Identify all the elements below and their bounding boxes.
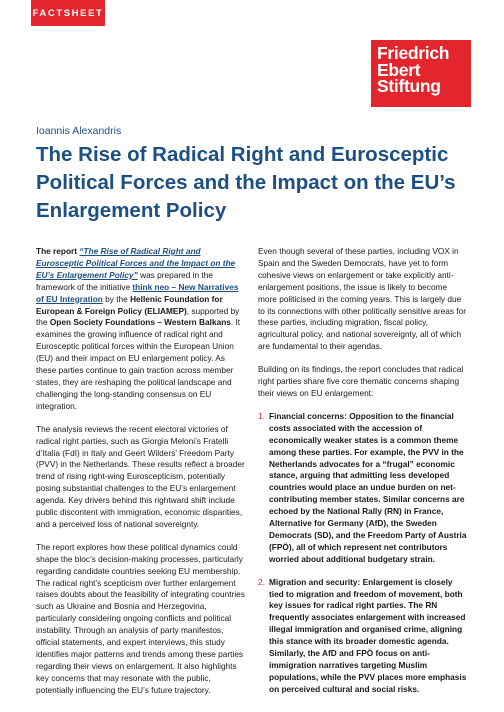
dynamics-paragraph: The report explores how these political dynamics could shape the bloc’s decision-making processes, particularly regarding candidate countries seeking EU membership. The radical right’s scepticism over further enlargement raises doubts about the feasibility of integrating countries such as Ukraine and Bosnia and Herzegovina, particularly considering ongoing conflicts and political instability. Through an analysis of party manifestos, official statements, and expert interviews, this study identifies major patterns and trends among these parties regarding their views on enlargement. It also highlights key concerns that may resonate with the public, potentially influencing the EU’s future trajectory.	[36, 541, 245, 695]
list-item	[258, 411, 468, 566]
intro-text-e: . It examines the growing influence of radical right and Eurosceptic political forces within the European Union (EU) and their impact on EU enlargement policy. As these parties continue to gain traction across member states, they are reshaping the political landscape and challenging the long-standing consensus on EU integration.	[36, 317, 241, 411]
analysis-paragraph: The analysis reviews the recent electoral victories of radical right parties, such as Giorgia Meloni’s Fratelli d’Italia (FdI) in Italy and Geert Wilders’ Freedom Party (PVV) in the Netherlands. These results reflect a broader trend of rising right-wing Euroscepticism, potentially posing substantial challenges to the EU’s enlargement agenda. Key drivers behind this rightward shift include public discontent with immigration, economic disparities, and a perceived loss of national sovereignty.	[36, 423, 245, 529]
factsheet-badge: FACTSHEET	[31, 0, 105, 26]
logo-line-1: Friedrich	[377, 43, 450, 63]
org-eliamep: Hellenic Foundation for European & Foreign Policy (ELIAMEP)	[36, 293, 223, 316]
logo-line-3: Stiftung	[377, 76, 441, 96]
fes-logo	[371, 40, 471, 107]
intro-paragraph	[36, 246, 246, 413]
list-item	[258, 577, 468, 696]
think-neo-link[interactable]: think neo – New Narratives of EU Integration	[36, 281, 239, 304]
intro-text-d: , supported by the	[36, 305, 240, 328]
author-name: Ioannis Alexandris	[36, 125, 122, 137]
list-number: 1.	[258, 410, 265, 421]
logo-line-2: Ebert	[377, 59, 421, 80]
politicisation-paragraph: Even though several of these parties, including VOX in Spain and the Sweden Democrats, have yet to form cohesive views on enlargement or take explicitly anti-enlargement positions, the issue is likely to become more politicised in the coming years. This is largely due to its connections with other politically sensitive areas for these parties, including migration, fiscal policy, agricultural policy, and national sovereignty, all of which are fundamental to their agendas.	[258, 246, 466, 352]
intro-text-b: was prepared in the framework of the initiative	[36, 269, 213, 292]
list-text: Migration and security: Enlargement is closely tied to migration and freedom of movement, both key issues for radical right parties. The RN frequently associates enlargement with increased illegal immigration and organised crime, aligning this stance with its broader domestic agenda. Similarly, the AfD and FPÖ focus on anti-immigration narratives targeting Muslim populations, while the PVV places more emphasis on perceived cultural and social risks.	[269, 576, 467, 694]
concerns-list	[258, 411, 468, 696]
right-column	[258, 246, 468, 707]
findings-paragraph: Building on its findings, the report concludes that radical right parties share five core thematic concerns shaping their views on EU enlargement:	[258, 364, 464, 398]
list-text: Financial concerns: Opposition to the financial costs associated with the accession of economically weaker states is a common theme among these parties. For example, the PVV in the Netherlands advocates for a “frugal” economic stance, arguing that admitting less developed countries would place an undue burden on net-contributing member states. Similar concerns are echoed by the National Rally (RN) in France, Alternative for Germany (AfD), the Sweden Democrats (SD), and the Freedom Party of Austria (FPÖ), all of which represent net contributors worried about additional budgetary strain.	[269, 410, 467, 564]
document-title: The Rise of Radical Right and Eurosceptic Political Forces and the Impact on the EU’s Enlargement Policy	[36, 143, 456, 222]
org-osf: Open Society Foundations – Western Balkans	[49, 317, 231, 328]
list-number: 2.	[258, 576, 265, 587]
intro-lead: The report	[36, 246, 80, 256]
left-column	[36, 246, 246, 708]
intro-text-c: by the	[102, 293, 131, 304]
report-link[interactable]: “The Rise of Radical Right and Eurosceptic Political Forces and the Impact on the EU’s Enlargement Policy”	[36, 246, 236, 280]
